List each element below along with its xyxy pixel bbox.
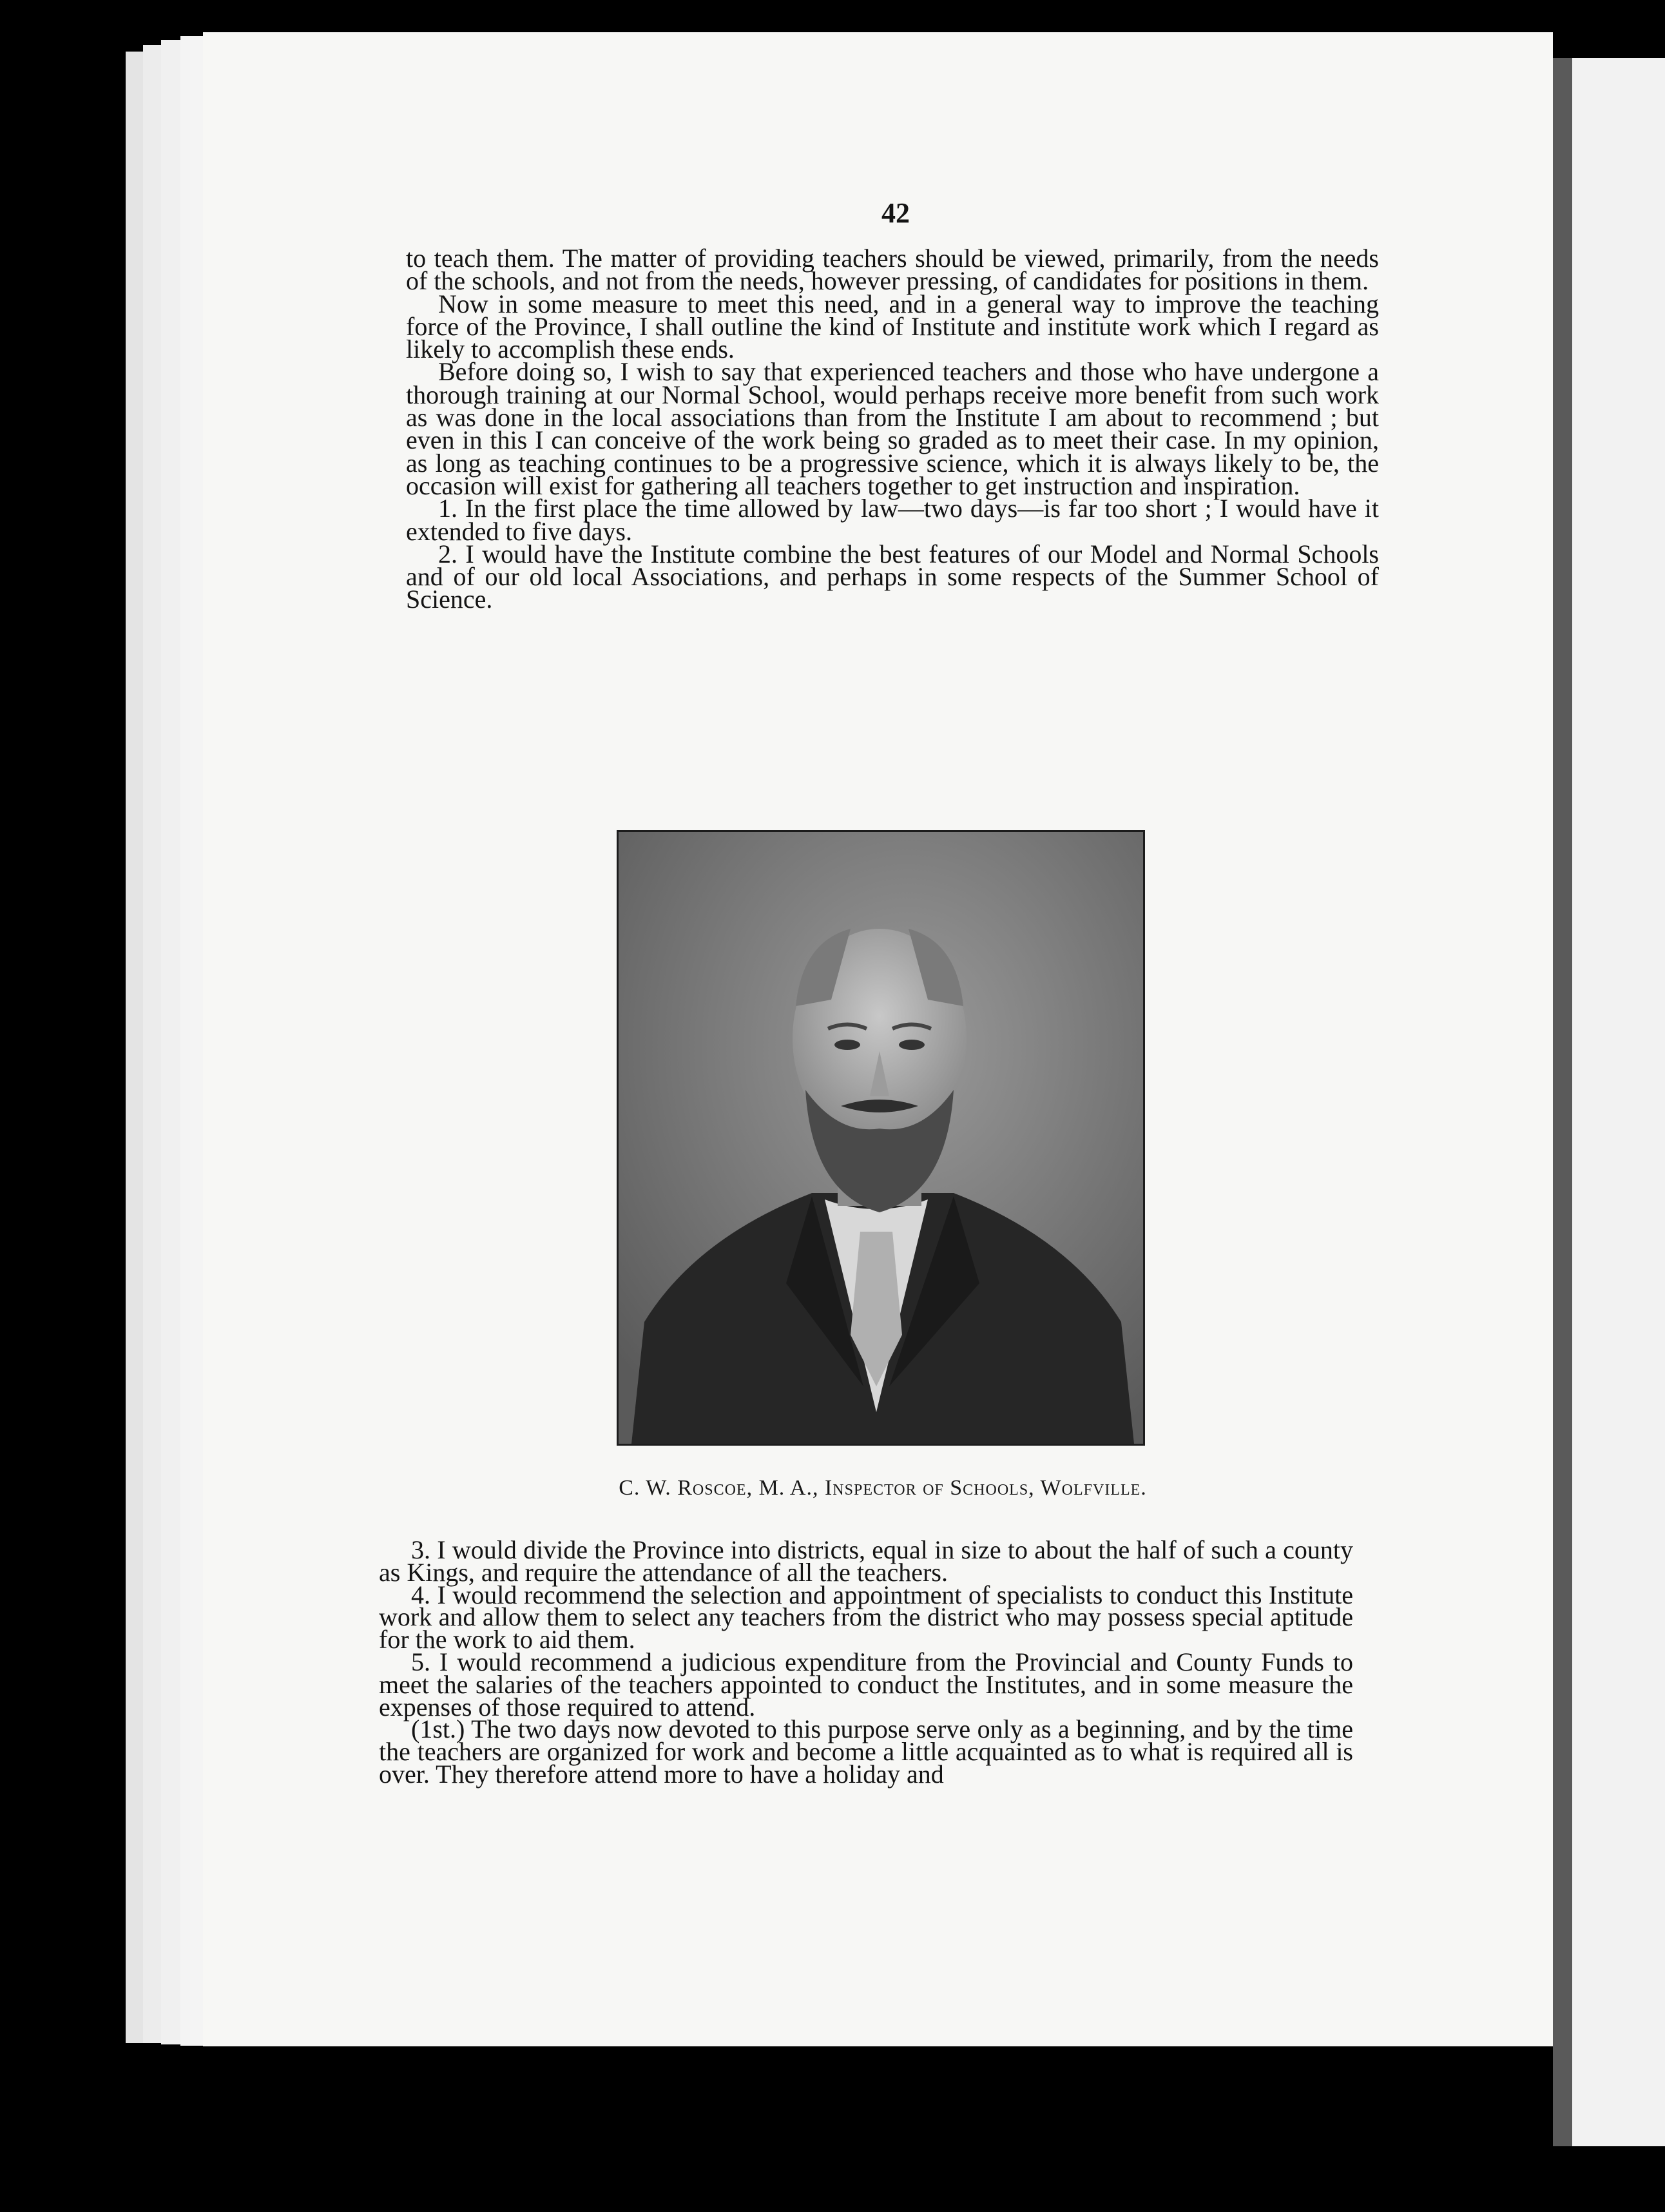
paragraph: (1st.) The two days now devoted to this purpose serve only as a beginning, and by the time the teachers are organized for work and become a little acquainted as to what is required all is over. They therefore attend more to have a holiday and	[379, 1714, 1353, 1789]
portrait-caption: C. W. Roscoe, M. A., Inspector of Schools, Wolfville.	[619, 1476, 1147, 1500]
numbered-paragraph: 4. I would recommend the selection and appointment of specialists to conduct this Institute work and allow them to select any teachers from the district who may possess special aptitude for the work to aid them.	[379, 1580, 1353, 1654]
paragraph: to teach them. The matter of providing teachers should be viewed, primarily, from the needs of the schools, and not from the needs, however pressing, of candidates for positions in them.	[406, 244, 1379, 296]
numbered-paragraph: 3. I would divide the Province into districts, equal in size to about the half of such a county as Kings, and require the attendance of all the teachers.	[379, 1535, 1353, 1587]
book-gutter	[1553, 58, 1572, 2146]
body-text-top	[406, 244, 1379, 614]
numbered-paragraph: 5. I would recommend a judicious expenditure from the Provincial and County Funds to meet the salaries of the teachers appointed to conduct the Institutes, and in some measure the expenses of those required to attend.	[379, 1647, 1353, 1722]
facing-page-edge	[1572, 58, 1665, 2146]
portrait-photo	[617, 830, 1145, 1446]
paragraph: Before doing so, I wish to say that experienced teachers and those who have undergone a thorough training at our Normal School, would perhaps receive more benefit from such work as was done in the local associations than from the Institute I am about to recommend ; but even in this I can conceive of the work being so graded as to meet their case. In my opinion, as long as teaching continues to be a progressive science, which it is always likely to be, the occasion will exist for gathering all teachers together to get instruction and inspiration.	[406, 357, 1379, 500]
body-text-bottom	[379, 1535, 1353, 1789]
numbered-paragraph: 2. I would have the Institute combine the best features of our Model and Normal Schools and of our old local Associations, and perhaps in some respects of the Summer School of Science.	[406, 539, 1379, 614]
page-number: 42	[881, 197, 910, 229]
numbered-paragraph: 1. In the first place the time allowed by law—two days—is far too short ; I would have it extended to five days.	[406, 494, 1379, 546]
paragraph: Now in some measure to meet this need, and in a general way to improve the teaching force of the Province, I shall outline the kind of Institute and institute work which I regard as likely to accomplish these ends.	[406, 289, 1379, 364]
